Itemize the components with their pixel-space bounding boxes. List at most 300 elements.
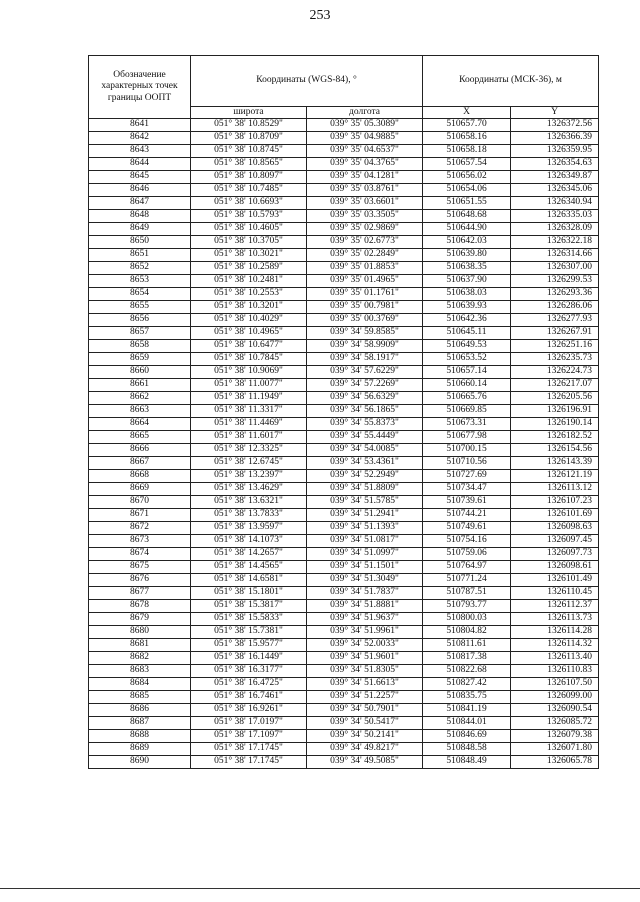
point-id-cell: 8642 — [89, 132, 191, 145]
header-wgs84: Координаты (WGS-84), ° — [191, 56, 423, 107]
longitude-cell: 039° 34' 58.9909" — [307, 340, 423, 353]
y-cell: 1326110.45 — [511, 587, 599, 600]
y-cell: 1326322.18 — [511, 236, 599, 249]
y-cell: 1326349.87 — [511, 171, 599, 184]
y-cell: 1326277.93 — [511, 314, 599, 327]
longitude-cell: 039° 34' 51.2941" — [307, 509, 423, 522]
x-cell: 510841.19 — [423, 704, 511, 717]
longitude-cell: 039° 34' 51.8809" — [307, 483, 423, 496]
point-id-cell: 8660 — [89, 366, 191, 379]
table-header-row — [89, 56, 599, 107]
x-cell: 510827.42 — [423, 678, 511, 691]
latitude-cell: 051° 38' 16.1449" — [191, 652, 307, 665]
x-cell: 510800.03 — [423, 613, 511, 626]
longitude-cell: 039° 34' 51.0817" — [307, 535, 423, 548]
point-id-cell: 8674 — [89, 548, 191, 561]
y-cell: 1326101.49 — [511, 574, 599, 587]
point-id-cell: 8662 — [89, 392, 191, 405]
y-cell: 1326224.73 — [511, 366, 599, 379]
latitude-cell: 051° 38' 11.6017" — [191, 431, 307, 444]
longitude-cell: 039° 35' 03.8761" — [307, 184, 423, 197]
longitude-cell: 039° 34' 55.8373" — [307, 418, 423, 431]
table-row — [89, 717, 599, 730]
point-id-cell: 8690 — [89, 756, 191, 769]
table-row — [89, 184, 599, 197]
point-id-cell: 8645 — [89, 171, 191, 184]
table-row — [89, 158, 599, 171]
longitude-cell: 039° 34' 51.0997" — [307, 548, 423, 561]
point-id-cell: 8643 — [89, 145, 191, 158]
point-id-cell: 8661 — [89, 379, 191, 392]
latitude-cell: 051° 38' 13.4629" — [191, 483, 307, 496]
x-cell: 510700.15 — [423, 444, 511, 457]
y-cell: 1326182.52 — [511, 431, 599, 444]
latitude-cell: 051° 38' 16.3177" — [191, 665, 307, 678]
table-row — [89, 392, 599, 405]
point-id-cell: 8668 — [89, 470, 191, 483]
header-latitude: широта — [191, 107, 307, 119]
table-row — [89, 197, 599, 210]
y-cell: 1326354.63 — [511, 158, 599, 171]
latitude-cell: 051° 38' 10.8529" — [191, 119, 307, 132]
latitude-cell: 051° 38' 16.7461" — [191, 691, 307, 704]
x-cell: 510771.24 — [423, 574, 511, 587]
longitude-cell: 039° 35' 03.3505" — [307, 210, 423, 223]
longitude-cell: 039° 34' 50.7901" — [307, 704, 423, 717]
x-cell: 510638.03 — [423, 288, 511, 301]
point-id-cell: 8677 — [89, 587, 191, 600]
point-id-cell: 8682 — [89, 652, 191, 665]
table-row — [89, 132, 599, 145]
table-row — [89, 756, 599, 769]
x-cell: 510649.53 — [423, 340, 511, 353]
latitude-cell: 051° 38' 16.9261" — [191, 704, 307, 717]
longitude-cell: 039° 34' 52.2949" — [307, 470, 423, 483]
point-id-cell: 8653 — [89, 275, 191, 288]
x-cell: 510660.14 — [423, 379, 511, 392]
longitude-cell: 039° 34' 51.7837" — [307, 587, 423, 600]
longitude-cell: 039° 34' 51.6613" — [307, 678, 423, 691]
table-row — [89, 327, 599, 340]
table-row — [89, 522, 599, 535]
y-cell: 1326113.73 — [511, 613, 599, 626]
y-cell: 1326121.19 — [511, 470, 599, 483]
longitude-cell: 039° 34' 51.2257" — [307, 691, 423, 704]
latitude-cell: 051° 38' 11.4469" — [191, 418, 307, 431]
point-id-cell: 8659 — [89, 353, 191, 366]
longitude-cell: 039° 35' 00.3769" — [307, 314, 423, 327]
y-cell: 1326110.83 — [511, 665, 599, 678]
point-id-cell: 8675 — [89, 561, 191, 574]
table-row — [89, 613, 599, 626]
longitude-cell: 039° 35' 02.6773" — [307, 236, 423, 249]
y-cell: 1326196.91 — [511, 405, 599, 418]
x-cell: 510642.36 — [423, 314, 511, 327]
longitude-cell: 039° 34' 57.6229" — [307, 366, 423, 379]
latitude-cell: 051° 38' 10.4965" — [191, 327, 307, 340]
y-cell: 1326143.39 — [511, 457, 599, 470]
longitude-cell: 039° 34' 59.8585" — [307, 327, 423, 340]
y-cell: 1326071.80 — [511, 743, 599, 756]
latitude-cell: 051° 38' 13.2397" — [191, 470, 307, 483]
longitude-cell: 039° 34' 57.2269" — [307, 379, 423, 392]
point-id-cell: 8648 — [89, 210, 191, 223]
longitude-cell: 039° 34' 51.8305" — [307, 665, 423, 678]
table-row — [89, 262, 599, 275]
table-row — [89, 665, 599, 678]
latitude-cell: 051° 38' 10.2589" — [191, 262, 307, 275]
table-row — [89, 275, 599, 288]
latitude-cell: 051° 38' 17.1097" — [191, 730, 307, 743]
x-cell: 510817.38 — [423, 652, 511, 665]
latitude-cell: 051° 38' 10.8709" — [191, 132, 307, 145]
y-cell: 1326267.91 — [511, 327, 599, 340]
x-cell: 510651.55 — [423, 197, 511, 210]
table-row — [89, 119, 599, 132]
x-cell: 510657.54 — [423, 158, 511, 171]
x-cell: 510848.58 — [423, 743, 511, 756]
x-cell: 510644.90 — [423, 223, 511, 236]
header-points: Обозначение характерных точек границы ООПТ — [89, 56, 191, 119]
point-id-cell: 8651 — [89, 249, 191, 262]
y-cell: 1326098.63 — [511, 522, 599, 535]
latitude-cell: 051° 38' 14.1073" — [191, 535, 307, 548]
table-row — [89, 431, 599, 444]
x-cell: 510654.06 — [423, 184, 511, 197]
table-row — [89, 652, 599, 665]
y-cell: 1326097.45 — [511, 535, 599, 548]
table-row — [89, 587, 599, 600]
y-cell: 1326307.00 — [511, 262, 599, 275]
longitude-cell: 039° 35' 01.8853" — [307, 262, 423, 275]
latitude-cell: 051° 38' 15.9577" — [191, 639, 307, 652]
point-id-cell: 8647 — [89, 197, 191, 210]
longitude-cell: 039° 34' 51.3049" — [307, 574, 423, 587]
point-id-cell: 8652 — [89, 262, 191, 275]
x-cell: 510639.80 — [423, 249, 511, 262]
x-cell: 510764.97 — [423, 561, 511, 574]
point-id-cell: 8676 — [89, 574, 191, 587]
table-row — [89, 236, 599, 249]
latitude-cell: 051° 38' 14.2657" — [191, 548, 307, 561]
longitude-cell: 039° 34' 49.5085" — [307, 756, 423, 769]
latitude-cell: 051° 38' 15.5833" — [191, 613, 307, 626]
table-row — [89, 548, 599, 561]
point-id-cell: 8646 — [89, 184, 191, 197]
y-cell: 1326114.32 — [511, 639, 599, 652]
point-id-cell: 8667 — [89, 457, 191, 470]
latitude-cell: 051° 38' 14.6581" — [191, 574, 307, 587]
table-row — [89, 535, 599, 548]
header-x: X — [423, 107, 511, 119]
point-id-cell: 8681 — [89, 639, 191, 652]
longitude-cell: 039° 34' 49.8217" — [307, 743, 423, 756]
point-id-cell: 8671 — [89, 509, 191, 522]
x-cell: 510844.01 — [423, 717, 511, 730]
table-row — [89, 301, 599, 314]
x-cell: 510787.51 — [423, 587, 511, 600]
table-row — [89, 223, 599, 236]
latitude-cell: 051° 38' 10.7485" — [191, 184, 307, 197]
longitude-cell: 039° 35' 05.3089" — [307, 119, 423, 132]
table-body — [89, 119, 599, 769]
x-cell: 510759.06 — [423, 548, 511, 561]
table-row — [89, 509, 599, 522]
y-cell: 1326097.73 — [511, 548, 599, 561]
longitude-cell: 039° 34' 53.4361" — [307, 457, 423, 470]
y-cell: 1326065.78 — [511, 756, 599, 769]
point-id-cell: 8685 — [89, 691, 191, 704]
x-cell: 510656.02 — [423, 171, 511, 184]
latitude-cell: 051° 38' 10.3021" — [191, 249, 307, 262]
latitude-cell: 051° 38' 10.9069" — [191, 366, 307, 379]
x-cell: 510673.31 — [423, 418, 511, 431]
latitude-cell: 051° 38' 10.8097" — [191, 171, 307, 184]
x-cell: 510749.61 — [423, 522, 511, 535]
longitude-cell: 039° 34' 55.4449" — [307, 431, 423, 444]
point-id-cell: 8679 — [89, 613, 191, 626]
latitude-cell: 051° 38' 15.3817" — [191, 600, 307, 613]
latitude-cell: 051° 38' 15.7381" — [191, 626, 307, 639]
point-id-cell: 8670 — [89, 496, 191, 509]
longitude-cell: 039° 34' 51.8881" — [307, 600, 423, 613]
latitude-cell: 051° 38' 13.9597" — [191, 522, 307, 535]
point-id-cell: 8689 — [89, 743, 191, 756]
longitude-cell: 039° 35' 02.9869" — [307, 223, 423, 236]
y-cell: 1326286.06 — [511, 301, 599, 314]
point-id-cell: 8664 — [89, 418, 191, 431]
longitude-cell: 039° 35' 04.6537" — [307, 145, 423, 158]
latitude-cell: 051° 38' 14.4565" — [191, 561, 307, 574]
y-cell: 1326366.39 — [511, 132, 599, 145]
header-msk36: Координаты (МСК-36), м — [423, 56, 599, 107]
longitude-cell: 039° 34' 51.1393" — [307, 522, 423, 535]
point-id-cell: 8687 — [89, 717, 191, 730]
x-cell: 510677.98 — [423, 431, 511, 444]
y-cell: 1326112.37 — [511, 600, 599, 613]
longitude-cell: 039° 35' 00.7981" — [307, 301, 423, 314]
latitude-cell: 051° 38' 10.2481" — [191, 275, 307, 288]
latitude-cell: 051° 38' 10.6693" — [191, 197, 307, 210]
y-cell: 1326113.12 — [511, 483, 599, 496]
table-row — [89, 210, 599, 223]
y-cell: 1326328.09 — [511, 223, 599, 236]
x-cell: 510846.69 — [423, 730, 511, 743]
y-cell: 1326359.95 — [511, 145, 599, 158]
x-cell: 510734.47 — [423, 483, 511, 496]
y-cell: 1326314.66 — [511, 249, 599, 262]
table-row — [89, 691, 599, 704]
x-cell: 510811.61 — [423, 639, 511, 652]
table-row — [89, 639, 599, 652]
table-row — [89, 249, 599, 262]
latitude-cell: 051° 38' 11.0077" — [191, 379, 307, 392]
table-row — [89, 678, 599, 691]
point-id-cell: 8663 — [89, 405, 191, 418]
longitude-cell: 039° 35' 01.1761" — [307, 288, 423, 301]
y-cell: 1326099.00 — [511, 691, 599, 704]
point-id-cell: 8683 — [89, 665, 191, 678]
longitude-cell: 039° 35' 01.4965" — [307, 275, 423, 288]
latitude-cell: 051° 38' 11.1949" — [191, 392, 307, 405]
point-id-cell: 8678 — [89, 600, 191, 613]
latitude-cell: 051° 38' 13.7833" — [191, 509, 307, 522]
x-cell: 510665.76 — [423, 392, 511, 405]
y-cell: 1326235.73 — [511, 353, 599, 366]
longitude-cell: 039° 34' 58.1917" — [307, 353, 423, 366]
table-row — [89, 340, 599, 353]
point-id-cell: 8657 — [89, 327, 191, 340]
latitude-cell: 051° 38' 10.8565" — [191, 158, 307, 171]
y-cell: 1326251.16 — [511, 340, 599, 353]
latitude-cell: 051° 38' 12.6745" — [191, 457, 307, 470]
table-row — [89, 145, 599, 158]
x-cell: 510657.14 — [423, 366, 511, 379]
x-cell: 510639.93 — [423, 301, 511, 314]
y-cell: 1326101.69 — [511, 509, 599, 522]
x-cell: 510658.16 — [423, 132, 511, 145]
x-cell: 510793.77 — [423, 600, 511, 613]
point-id-cell: 8686 — [89, 704, 191, 717]
latitude-cell: 051° 38' 17.0197" — [191, 717, 307, 730]
x-cell: 510744.21 — [423, 509, 511, 522]
latitude-cell: 051° 38' 10.5793" — [191, 210, 307, 223]
latitude-cell: 051° 38' 16.4725" — [191, 678, 307, 691]
table-row — [89, 600, 599, 613]
point-id-cell: 8654 — [89, 288, 191, 301]
table-row — [89, 561, 599, 574]
table-row — [89, 171, 599, 184]
point-id-cell: 8665 — [89, 431, 191, 444]
latitude-cell: 051° 38' 10.8745" — [191, 145, 307, 158]
latitude-cell: 051° 38' 10.6477" — [191, 340, 307, 353]
header-longitude: долгота — [307, 107, 423, 119]
x-cell: 510822.68 — [423, 665, 511, 678]
y-cell: 1326335.03 — [511, 210, 599, 223]
point-id-cell: 8649 — [89, 223, 191, 236]
table-row — [89, 704, 599, 717]
longitude-cell: 039° 34' 50.2141" — [307, 730, 423, 743]
longitude-cell: 039° 34' 51.5785" — [307, 496, 423, 509]
table-row — [89, 743, 599, 756]
y-cell: 1326098.61 — [511, 561, 599, 574]
longitude-cell: 039° 34' 51.9601" — [307, 652, 423, 665]
table-row — [89, 288, 599, 301]
table-row — [89, 366, 599, 379]
x-cell: 510657.70 — [423, 119, 511, 132]
longitude-cell: 039° 34' 54.0085" — [307, 444, 423, 457]
point-id-cell: 8673 — [89, 535, 191, 548]
table-row — [89, 405, 599, 418]
x-cell: 510642.03 — [423, 236, 511, 249]
x-cell: 510848.49 — [423, 756, 511, 769]
table-row — [89, 444, 599, 457]
header-y: Y — [511, 107, 599, 119]
y-cell: 1326079.38 — [511, 730, 599, 743]
coordinates-table — [88, 55, 599, 769]
latitude-cell: 051° 38' 10.4605" — [191, 223, 307, 236]
longitude-cell: 039° 35' 04.1281" — [307, 171, 423, 184]
y-cell: 1326107.23 — [511, 496, 599, 509]
latitude-cell: 051° 38' 12.3325" — [191, 444, 307, 457]
y-cell: 1326114.28 — [511, 626, 599, 639]
y-cell: 1326345.06 — [511, 184, 599, 197]
y-cell: 1326340.94 — [511, 197, 599, 210]
latitude-cell: 051° 38' 10.4029" — [191, 314, 307, 327]
x-cell: 510653.52 — [423, 353, 511, 366]
x-cell: 510727.69 — [423, 470, 511, 483]
point-id-cell: 8641 — [89, 119, 191, 132]
page-number: 253 — [309, 8, 331, 23]
x-cell: 510669.85 — [423, 405, 511, 418]
point-id-cell: 8650 — [89, 236, 191, 249]
y-cell: 1326107.50 — [511, 678, 599, 691]
latitude-cell: 051° 38' 10.7845" — [191, 353, 307, 366]
latitude-cell: 051° 38' 10.2553" — [191, 288, 307, 301]
point-id-cell: 8669 — [89, 483, 191, 496]
longitude-cell: 039° 34' 51.9961" — [307, 626, 423, 639]
x-cell: 510638.35 — [423, 262, 511, 275]
y-cell: 1326085.72 — [511, 717, 599, 730]
longitude-cell: 039° 35' 02.2849" — [307, 249, 423, 262]
table-row — [89, 418, 599, 431]
table-row — [89, 457, 599, 470]
table-row — [89, 470, 599, 483]
y-cell: 1326090.54 — [511, 704, 599, 717]
x-cell: 510658.18 — [423, 145, 511, 158]
longitude-cell: 039° 34' 56.6329" — [307, 392, 423, 405]
x-cell: 510835.75 — [423, 691, 511, 704]
latitude-cell: 051° 38' 10.3201" — [191, 301, 307, 314]
y-cell: 1326205.56 — [511, 392, 599, 405]
point-id-cell: 8666 — [89, 444, 191, 457]
longitude-cell: 039° 34' 52.0033" — [307, 639, 423, 652]
point-id-cell: 8672 — [89, 522, 191, 535]
x-cell: 510645.11 — [423, 327, 511, 340]
x-cell: 510804.82 — [423, 626, 511, 639]
latitude-cell: 051° 38' 13.6321" — [191, 496, 307, 509]
y-cell: 1326113.40 — [511, 652, 599, 665]
y-cell: 1326372.56 — [511, 119, 599, 132]
point-id-cell: 8684 — [89, 678, 191, 691]
y-cell: 1326299.53 — [511, 275, 599, 288]
longitude-cell: 039° 34' 51.9637" — [307, 613, 423, 626]
table-row — [89, 496, 599, 509]
footer-divider — [0, 888, 640, 889]
latitude-cell: 051° 38' 11.3317" — [191, 405, 307, 418]
table-row — [89, 379, 599, 392]
y-cell: 1326190.14 — [511, 418, 599, 431]
point-id-cell: 8688 — [89, 730, 191, 743]
longitude-cell: 039° 35' 04.3765" — [307, 158, 423, 171]
table-row — [89, 353, 599, 366]
x-cell: 510739.61 — [423, 496, 511, 509]
x-cell: 510648.68 — [423, 210, 511, 223]
longitude-cell: 039° 35' 04.9885" — [307, 132, 423, 145]
x-cell: 510637.90 — [423, 275, 511, 288]
point-id-cell: 8658 — [89, 340, 191, 353]
latitude-cell: 051° 38' 10.3705" — [191, 236, 307, 249]
table-row — [89, 483, 599, 496]
point-id-cell: 8680 — [89, 626, 191, 639]
table-row — [89, 730, 599, 743]
latitude-cell: 051° 38' 17.1745" — [191, 756, 307, 769]
y-cell: 1326217.07 — [511, 379, 599, 392]
x-cell: 510710.56 — [423, 457, 511, 470]
latitude-cell: 051° 38' 17.1745" — [191, 743, 307, 756]
longitude-cell: 039° 34' 50.5417" — [307, 717, 423, 730]
latitude-cell: 051° 38' 15.1801" — [191, 587, 307, 600]
